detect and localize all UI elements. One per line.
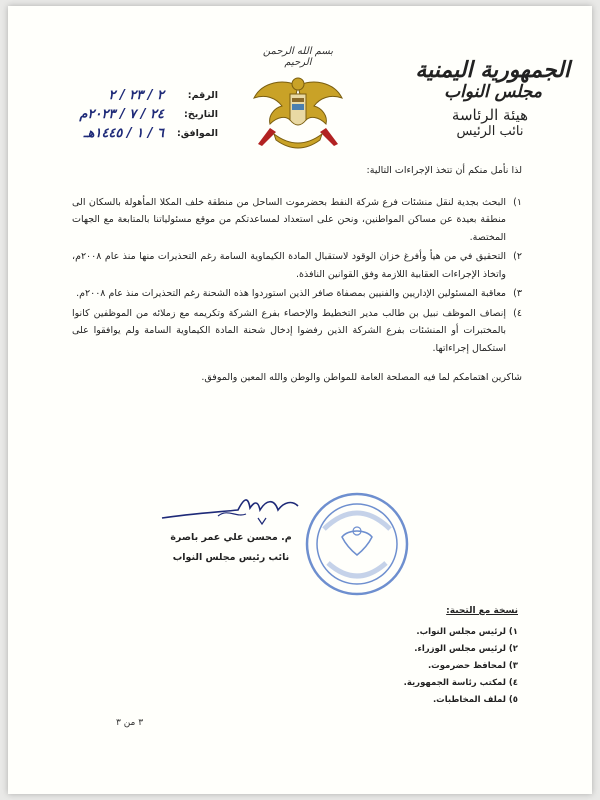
reference-block xyxy=(58,86,218,143)
item-number: ٤) xyxy=(513,307,522,319)
letter-page xyxy=(8,6,592,794)
page-number: ٣ من ٣ xyxy=(116,718,144,728)
letter-body xyxy=(72,162,522,387)
cc-list xyxy=(298,606,518,709)
hijri-row xyxy=(58,124,218,143)
intro-line: لذا نأمل منكم أن تتخذ الإجراءات التالية: xyxy=(366,165,522,176)
item-number: ١) xyxy=(513,196,522,208)
list-item xyxy=(72,285,522,303)
list-item: ٢) لرئيس مجلس الوزراء. xyxy=(414,644,518,654)
list-item: ٤) لمكتب رئاسة الجمهورية. xyxy=(403,678,518,688)
presidency-title: هيئة الرئاسة xyxy=(451,106,529,124)
hijri-value: ٦ / ١ / ١٤٤٥هـ xyxy=(83,126,164,141)
item-text: إنصاف الموظف نبيل بن طالب مدير التخطيط والإحصاء بفرع الشركة وتكريمه مع زملائه من الموظفين كانوا بالمختبرات أو المنشئات بفرع الشركة الذين رفضوا إدخال شحنة المادة الكيماوية السامة ولم يوافقوا على استكمال إجراءاتها. xyxy=(72,307,506,354)
item-number: ٣) xyxy=(513,288,522,299)
date-label: التاريخ: xyxy=(184,109,218,120)
list-item: ١) لرئيس مجلس النواب. xyxy=(416,627,518,637)
list-item xyxy=(72,305,522,358)
date-value: ٢٤ / ٧ / ٢٠٢٣م xyxy=(79,107,164,122)
yemen-eagle-emblem-icon xyxy=(248,68,348,158)
date-row xyxy=(58,105,218,124)
official-stamp-icon xyxy=(302,489,412,599)
item-number: ٢) xyxy=(513,251,522,262)
item-text: معاقبة المسئولين الإداريين والفنيين بمصفاة صافر الذين استوردوا هذه الشحنة رغم التحذيرات منذ عام ٢٠٠٨م. xyxy=(76,288,506,299)
signatory-name: م. محسن علي عمر باصرة xyxy=(170,532,292,543)
ref-label: الرقم: xyxy=(187,90,218,101)
letterhead xyxy=(410,58,570,139)
basmala: بسم الله الرحمن الرحيم xyxy=(262,46,334,68)
item-text: التحقيق في من هيأ وأفرغ خزان الوقود لاستقبال المادة الكيماوية السامة رغم التحذيرات منها منذ عام ٢٠٠٨م، واتخاذ الإجراءات العقابية اللازمة وفق القوانين النافذة. xyxy=(72,251,506,280)
emblem-block xyxy=(248,46,348,162)
ref-value: ٢ / ٢٣ / ٢ xyxy=(108,88,164,103)
signatory-title: نائب رئيس مجلس النواب xyxy=(172,552,290,563)
republic-title: الجمهورية اليمنية xyxy=(415,57,570,83)
list-item xyxy=(72,248,522,283)
handwritten-signature-icon xyxy=(158,488,308,528)
closing-line: شاكرين اهتمامكم لما فيه المصلحة العامة للمواطن والوطن والله المعين والموفق. xyxy=(201,372,522,383)
ref-row xyxy=(58,86,218,105)
signature-block xyxy=(156,528,306,568)
cc-title: نسخة مع التحية: xyxy=(446,606,518,616)
item-text: البحث بجدية لنقل منشئات فرع شركة النفط بحضرموت الساحل من منطقة خلف المكلا المأهولة بالسكان الى منطقة بعيدة عن مساكن المواطنين، ونحن على استعداد لمساعدتكم من موقع مسئولياتنا بالمتابعة مع الجهات المختصة. xyxy=(72,196,506,243)
list-item xyxy=(72,194,522,247)
list-item: ٥) لملف المخاطبات. xyxy=(432,695,518,705)
hijri-label: الموافق: xyxy=(177,128,218,139)
council-title: مجلس النواب xyxy=(444,82,542,102)
vice-president-title: نائب الرئيس xyxy=(456,124,524,139)
list-item: ٣) لمحافظ حضرموت. xyxy=(427,661,518,671)
